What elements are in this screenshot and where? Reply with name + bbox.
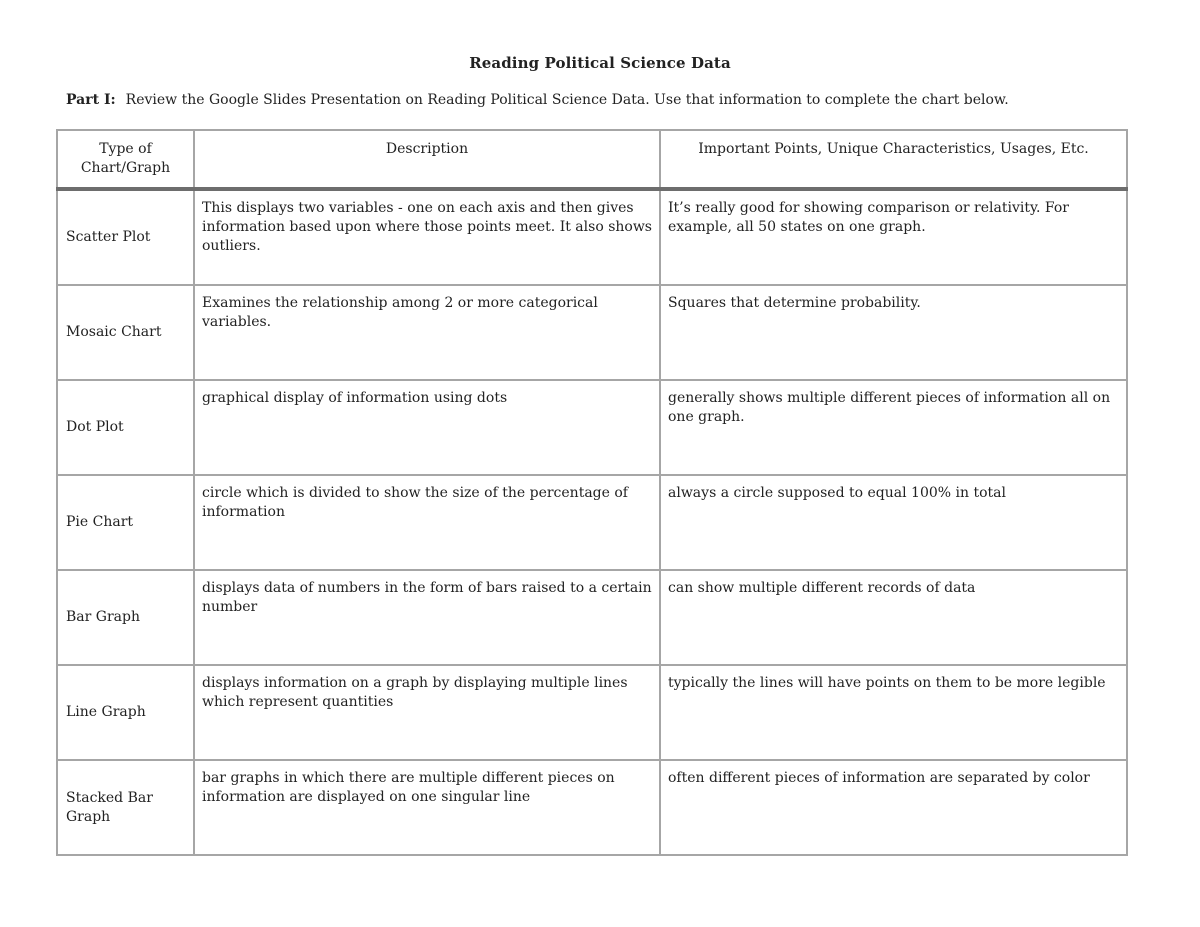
table-row [57, 760, 1127, 855]
header-important-points: Important Points, Unique Characteristics, Usages, Etc. [660, 130, 1127, 189]
chart-table [56, 129, 1128, 856]
description-cell[interactable]: This displays two variables - one on each axis and then gives information based upon where those points meet. It also shows outliers. [194, 189, 660, 285]
description-cell[interactable]: bar graphs in which there are multiple different pieces on information are displayed on one singular line [194, 760, 660, 855]
type-cell: Pie Chart [57, 475, 194, 570]
description-cell[interactable]: displays data of numbers in the form of bars raised to a certain number [194, 570, 660, 665]
instructions-text: Review the Google Slides Presentation on Reading Political Science Data. Use that information to complete the chart below. [125, 92, 1009, 108]
points-cell[interactable]: always a circle supposed to equal 100% in total [660, 475, 1127, 570]
document-title: Reading Political Science Data [469, 54, 731, 72]
header-type: Type of Chart/Graph [57, 130, 194, 189]
table-row [57, 285, 1127, 380]
type-cell: Dot Plot [57, 380, 194, 475]
points-cell[interactable]: It’s really good for showing comparison or relativity. For example, all 50 states on one graph. [660, 189, 1127, 285]
header-row [57, 130, 1127, 189]
points-cell[interactable]: often different pieces of information are separated by color [660, 760, 1127, 855]
table-row [57, 475, 1127, 570]
instructions-line [66, 92, 1166, 108]
table-row [57, 570, 1127, 665]
description-cell[interactable]: graphical display of information using dots [194, 380, 660, 475]
description-cell[interactable]: circle which is divided to show the size of the percentage of information [194, 475, 660, 570]
type-cell: Bar Graph [57, 570, 194, 665]
points-cell[interactable]: typically the lines will have points on them to be more legible [660, 665, 1127, 760]
points-cell[interactable]: Squares that determine probability. [660, 285, 1127, 380]
type-cell: Stacked Bar Graph [57, 760, 194, 855]
part-label: Part I: [66, 92, 116, 108]
description-cell[interactable]: Examines the relationship among 2 or more categorical variables. [194, 285, 660, 380]
table-row [57, 189, 1127, 285]
description-cell[interactable]: displays information on a graph by displaying multiple lines which represent quantities [194, 665, 660, 760]
table-row [57, 380, 1127, 475]
header-description: Description [194, 130, 660, 189]
table-row [57, 665, 1127, 760]
points-cell[interactable]: generally shows multiple different pieces of information all on one graph. [660, 380, 1127, 475]
type-cell: Scatter Plot [57, 189, 194, 285]
type-cell: Line Graph [57, 665, 194, 760]
points-cell[interactable]: can show multiple different records of data [660, 570, 1127, 665]
type-cell: Mosaic Chart [57, 285, 194, 380]
